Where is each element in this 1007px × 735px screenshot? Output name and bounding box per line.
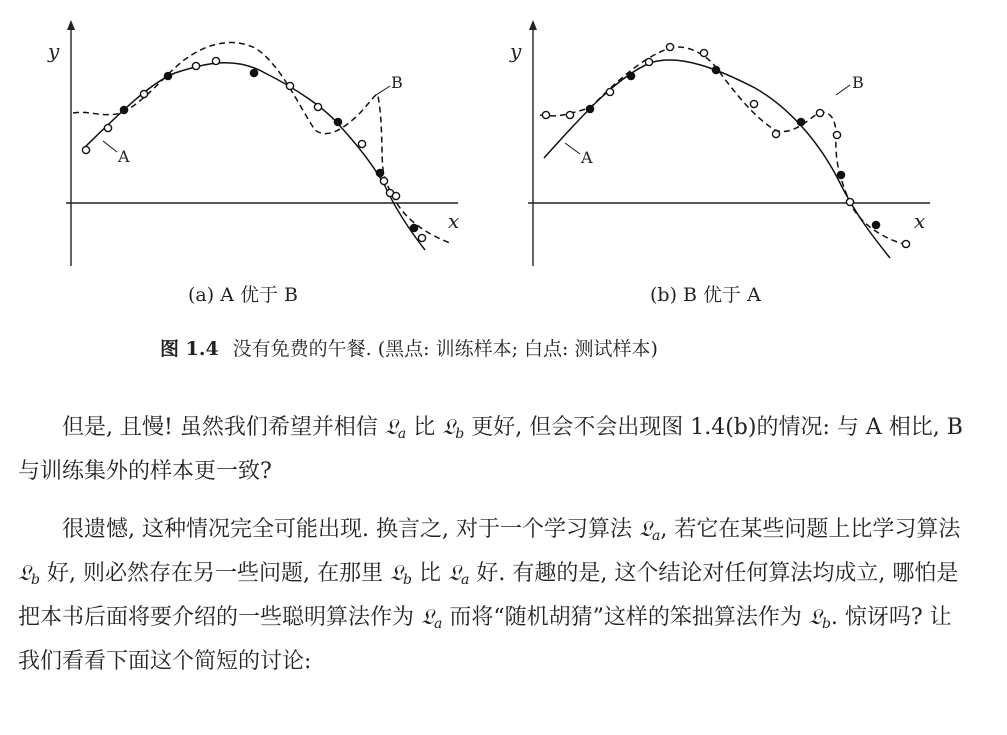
figure-caption-text: 没有免费的午餐. (黑点: 训练样本; 白点: 测试样本): [232, 338, 658, 360]
y-axis-arrow: [67, 20, 75, 30]
subscript: b: [821, 616, 831, 632]
test-point: [192, 62, 199, 69]
train-point: [410, 224, 417, 231]
test-point: [212, 57, 219, 64]
x-axis-label: x: [914, 209, 926, 233]
leader-a: [565, 143, 580, 154]
train-point: [872, 221, 879, 228]
subscript: a: [652, 528, 661, 544]
symbol-l-b: [442, 415, 464, 440]
train-point: [376, 169, 383, 176]
leader-a: [103, 141, 117, 152]
subscript: b: [455, 426, 465, 442]
train-point: [627, 72, 634, 79]
train-point: [250, 69, 257, 76]
script-l: 𝔏: [421, 605, 435, 630]
text-run: 而将“随机胡猜”这样的笨拙算法作为: [442, 605, 809, 630]
test-point: [542, 111, 549, 118]
subscript: a: [461, 572, 470, 588]
symbol-l-a: [448, 561, 469, 586]
test-point: [700, 49, 707, 56]
test-point: [666, 43, 673, 50]
train-point: [586, 105, 593, 112]
subscript: a: [397, 426, 407, 442]
plot-b-better-than-a: [500, 18, 940, 268]
text-run: , 若它在某些问题上比学习算法: [660, 517, 961, 542]
script-l: 𝔏: [18, 561, 32, 586]
symbol-l-b: [390, 561, 412, 586]
data-points: [82, 57, 425, 241]
subscript: b: [403, 572, 412, 588]
test-point: [104, 124, 111, 131]
test-point: [286, 82, 293, 89]
subcaption-a: (a) A 优于 B: [188, 284, 298, 306]
train-point: [712, 66, 719, 73]
subcaption-b: (b) B 优于 A: [650, 284, 761, 306]
subscript: b: [31, 572, 41, 588]
paragraph-1: [18, 409, 968, 491]
plot-a-better-than-b: [40, 18, 460, 268]
text-run: 好, 则必然存在另一些问题, 在那里: [40, 561, 390, 586]
test-point: [358, 140, 365, 147]
symbol-l-b: [809, 605, 831, 630]
text-run: . 惊讶吗? 让我们看看下面这个简短的讨论:: [18, 605, 952, 674]
y-axis-label: y: [48, 39, 60, 63]
test-point: [418, 234, 425, 241]
text-run: 比: [412, 561, 448, 586]
script-l: 𝔏: [448, 561, 462, 586]
curve-a-solid: [86, 63, 425, 250]
test-point: [392, 192, 399, 199]
test-point: [140, 90, 147, 97]
test-point: [380, 177, 387, 184]
y-axis-label: y: [510, 39, 522, 63]
test-point: [645, 58, 652, 65]
test-point: [772, 130, 779, 137]
figure-number: 图 1.4: [160, 338, 219, 360]
curve-a-label: A: [581, 148, 593, 167]
y-axis-arrow: [529, 20, 537, 30]
text-run: 好. 有趣的是, 这个结论对任何算法均成立, 哪怕是把本书后面将要介绍的一些聪明算法作为: [18, 561, 959, 630]
curve-a-label: A: [118, 147, 130, 166]
test-point: [314, 103, 321, 110]
script-l: 𝔏: [384, 415, 398, 440]
train-point: [797, 118, 804, 125]
test-point: [833, 131, 840, 138]
x-axis-label: x: [448, 209, 460, 233]
text-run: 很遗憾, 这种情况完全可能出现. 换言之, 对于一个学习算法: [62, 517, 639, 542]
curve-b-label: B: [391, 73, 403, 92]
curve-a-solid: [544, 60, 890, 258]
test-point: [82, 146, 89, 153]
test-point: [750, 100, 757, 107]
script-l: 𝔏: [808, 605, 822, 630]
symbol-l-a: [421, 605, 442, 630]
subscript: a: [434, 616, 443, 632]
script-l: 𝔏: [389, 561, 404, 586]
text-run: 但是, 且慢! 虽然我们希望并相信: [62, 415, 385, 440]
script-l: 𝔏: [442, 415, 456, 440]
train-point: [837, 171, 844, 178]
test-point: [902, 240, 909, 247]
symbol-l-a: [385, 415, 406, 440]
symbol-l-a: [639, 517, 660, 542]
train-point: [164, 72, 171, 79]
test-point: [566, 111, 573, 118]
leader-b: [376, 86, 390, 95]
text-run: 比: [406, 415, 443, 440]
text-run: 更好, 但会不会出现图 1.4(b)的情况: 与 A 相比, B 与训练集外的样本更一致?: [18, 415, 963, 484]
test-point: [816, 109, 823, 116]
script-l: 𝔏: [638, 517, 653, 542]
leader-b: [836, 85, 850, 95]
symbol-l-b: [18, 561, 40, 586]
figure-caption: [160, 334, 658, 361]
train-point: [120, 106, 127, 113]
train-point: [334, 118, 341, 125]
paragraph-2: [18, 511, 968, 681]
test-point: [606, 88, 613, 95]
test-point: [846, 198, 853, 205]
curve-b-label: B: [852, 73, 864, 92]
